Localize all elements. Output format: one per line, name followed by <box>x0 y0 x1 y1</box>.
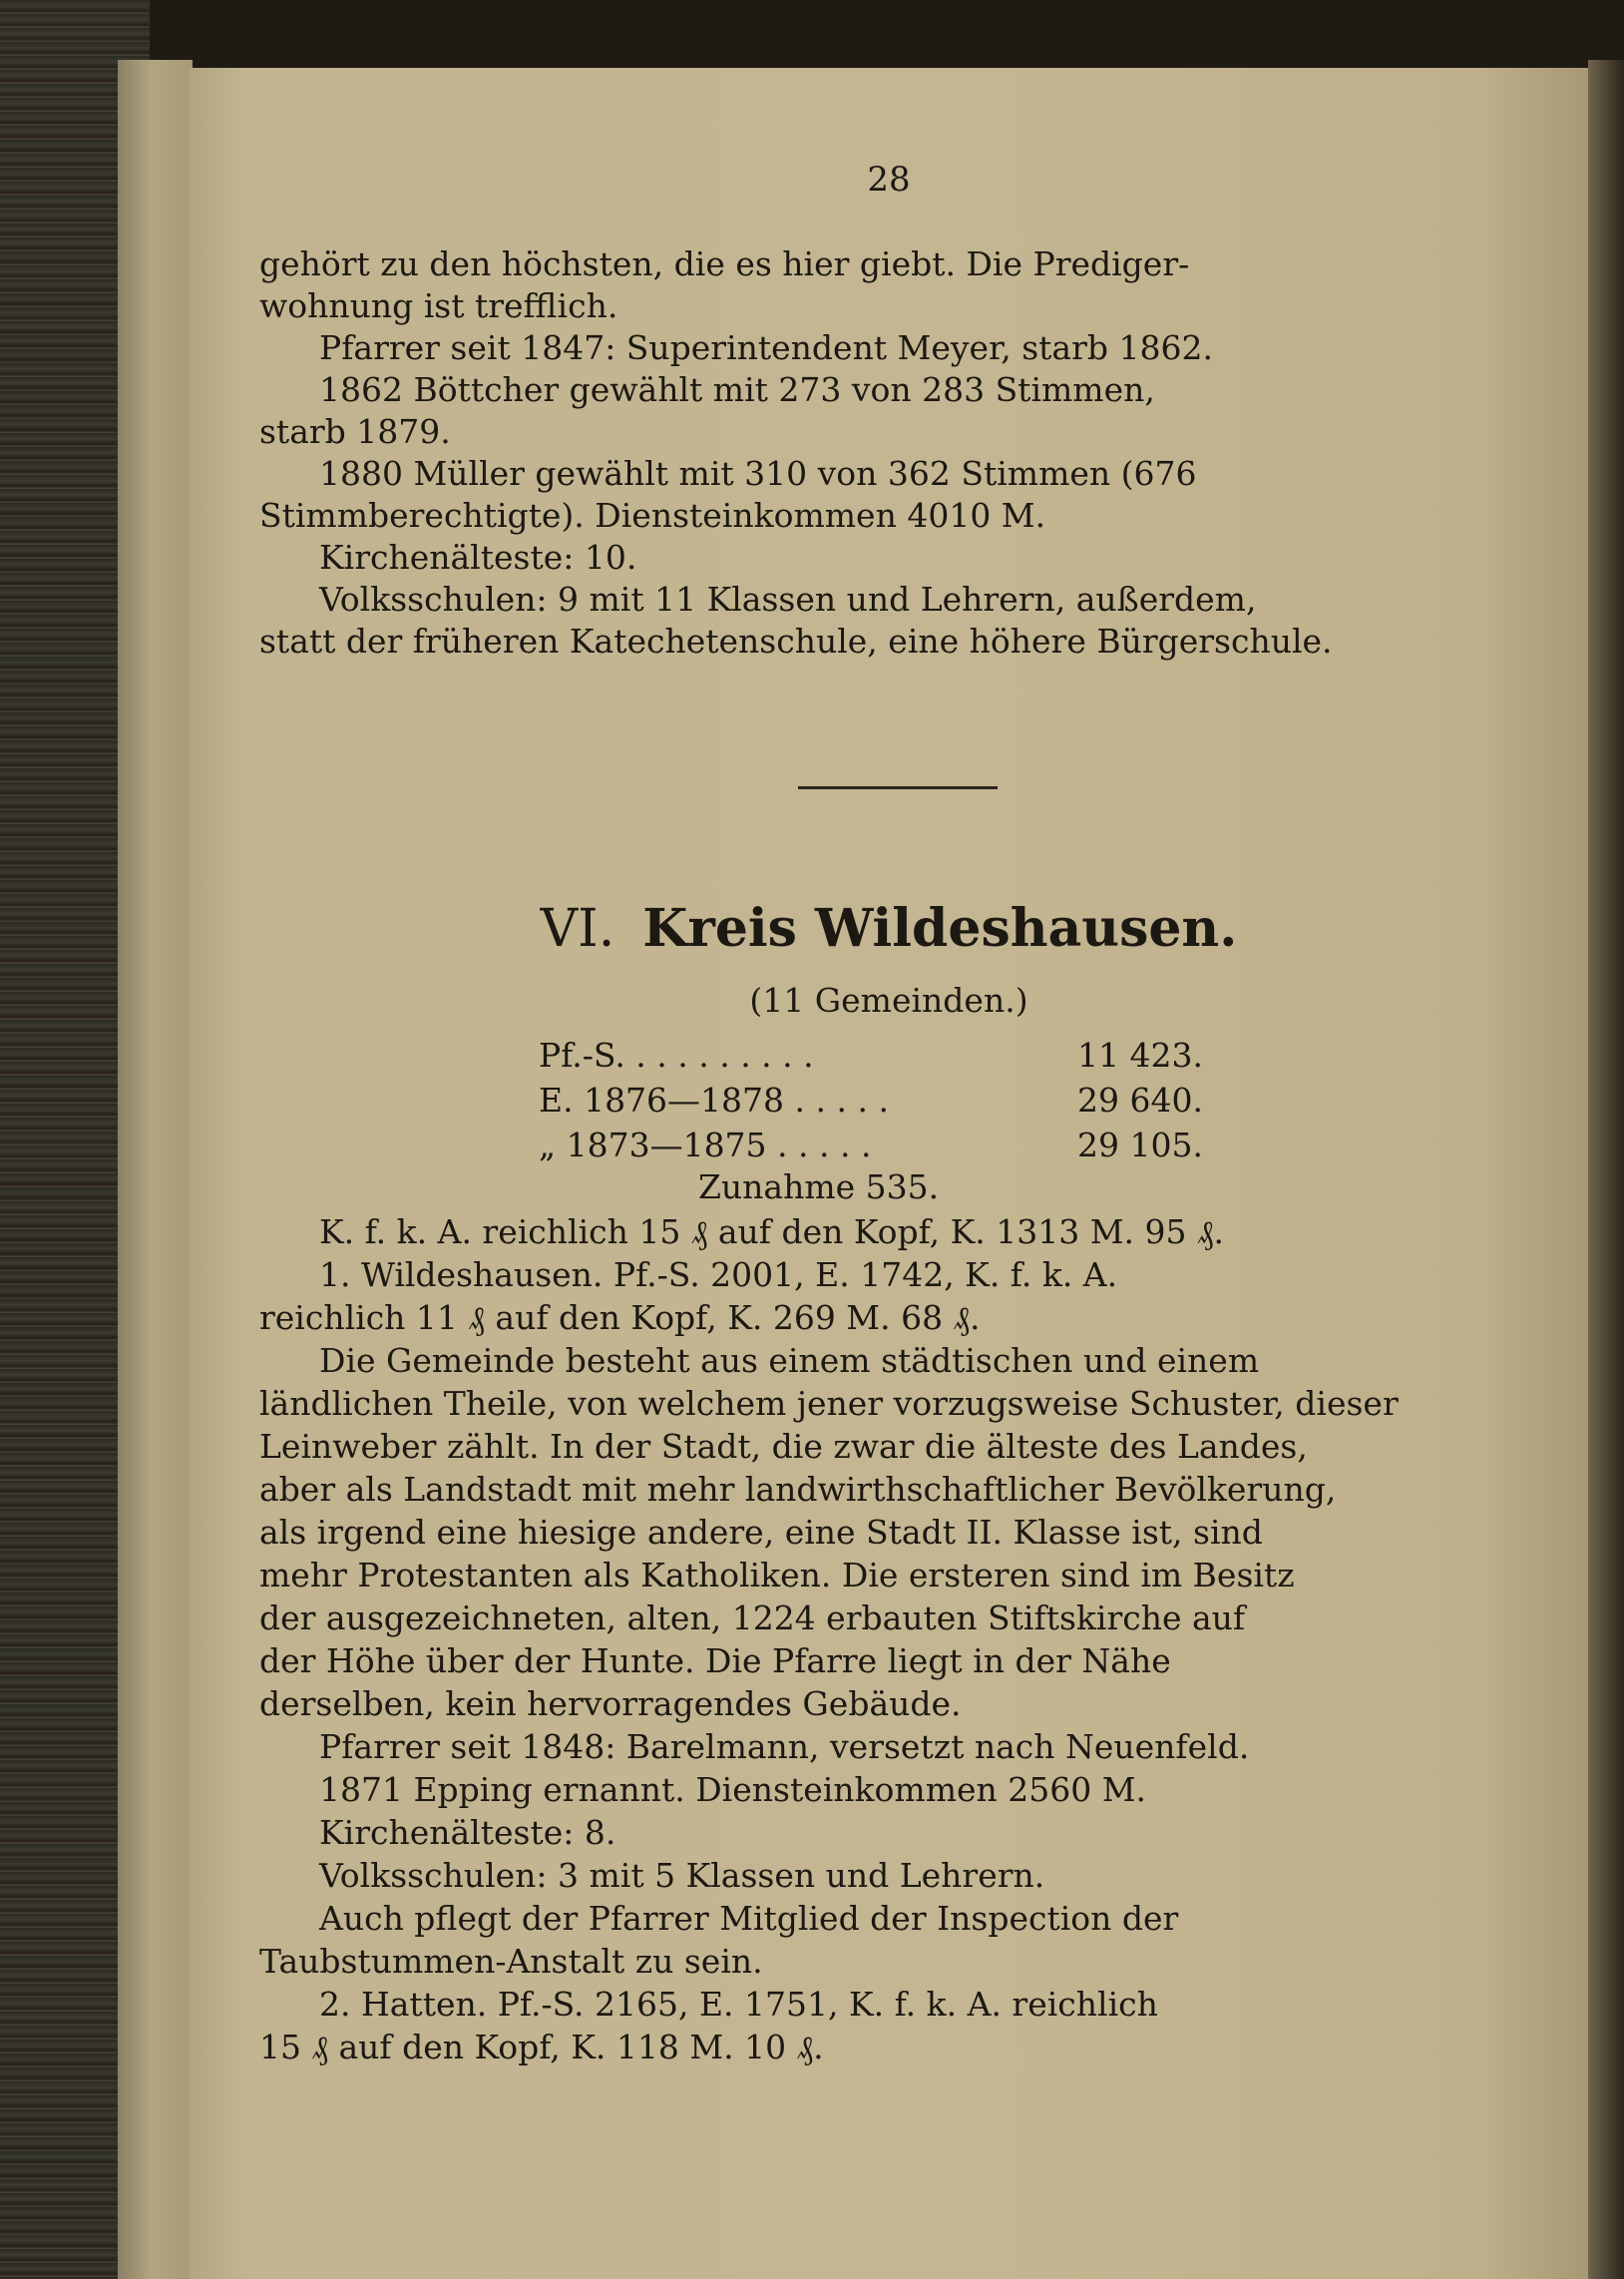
stat-label: Pf.-S. . . . . . . . . . <box>539 1036 814 1075</box>
stat-row <box>539 1036 1203 1075</box>
text-line: mehr Protestanten als Katholiken. Die ersteren sind im Besitz <box>259 1556 1295 1595</box>
text-line: Kirchenälteste: 8. <box>319 1813 616 1852</box>
stat-row <box>539 1081 1203 1120</box>
stat-value: 29 105. <box>1077 1126 1203 1164</box>
text-line: als irgend eine hiesige andere, eine Stadt II. Klasse ist, sind <box>259 1513 1263 1552</box>
text-line: Leinweber zählt. In der Stadt, die zwar die älteste des Landes, <box>259 1427 1308 1466</box>
text-line: derselben, kein hervorragendes Gebäude. <box>259 1684 962 1723</box>
text-line: 1880 Müller gewählt mit 310 von 362 Stimmen (676 <box>319 454 1197 493</box>
section-subtitle: (11 Gemeinden.) <box>749 981 1028 1020</box>
page-number: 28 <box>867 160 911 200</box>
text-line: 2. Hatten. Pf.-S. 2165, E. 1751, K. f. k. A. reichlich <box>319 1985 1158 2024</box>
stat-label: E. 1876—1878 . . . . . <box>539 1081 889 1120</box>
text-line: gehört zu den höchsten, die es hier giebt. Die Prediger- <box>259 244 1190 283</box>
text-line: starb 1879. <box>259 412 451 451</box>
text-line: 1862 Böttcher gewählt mit 273 von 283 Stimmen, <box>319 370 1155 409</box>
text-line: Pfarrer seit 1847: Superintendent Meyer, starb 1862. <box>319 328 1213 367</box>
section-heading <box>190 898 1588 959</box>
text-line: Stimmberechtigte). Diensteinkommen 4010 M. <box>259 496 1046 535</box>
text-line: 15 ₰ auf den Kopf, K. 118 M. 10 ₰. <box>259 2028 824 2066</box>
text-line: statt der früheren Katechetenschule, eine höhere Bürgerschule. <box>259 622 1333 661</box>
page-gutter <box>118 60 193 2279</box>
stat-label: „ 1873—1875 . . . . . <box>539 1126 872 1164</box>
section-title: Kreis Wildeshausen. <box>642 898 1238 959</box>
text-line: Pfarrer seit 1848: Barelmann, versetzt nach Neuenfeld. <box>319 1727 1250 1766</box>
stat-increase: Zunahme 535. <box>698 1167 940 1206</box>
stat-value: 29 640. <box>1077 1081 1203 1120</box>
stat-row <box>539 1126 1203 1164</box>
text-line: K. f. k. A. reichlich 15 ₰ auf den Kopf, K. 1313 M. 95 ₰. <box>319 1212 1224 1251</box>
section-number: VI. <box>540 899 615 959</box>
text-line: Die Gemeinde besteht aus einem städtischen und einem <box>319 1341 1260 1380</box>
stat-value: 11 423. <box>1077 1036 1203 1075</box>
text-line: der ausgezeichneten, alten, 1224 erbauten Stiftskirche auf <box>259 1598 1246 1637</box>
text-line: Taubstummen-Anstalt zu sein. <box>259 1942 763 1981</box>
text-line: Volksschulen: 3 mit 5 Klassen und Lehrern. <box>319 1856 1045 1895</box>
text-line: Volksschulen: 9 mit 11 Klassen und Lehrern, außerdem, <box>319 580 1257 619</box>
text-line: Auch pflegt der Pfarrer Mitglied der Inspection der <box>319 1899 1179 1938</box>
text-line: 1871 Epping ernannt. Diensteinkommen 2560 M. <box>319 1770 1147 1809</box>
text-line: wohnung ist trefflich. <box>259 286 618 325</box>
text-line: Kirchenälteste: 10. <box>319 538 637 577</box>
text-line: aber als Landstadt mit mehr landwirthschaftlicher Bevölkerung, <box>259 1470 1337 1509</box>
text-line: reichlich 11 ₰ auf den Kopf, K. 269 M. 68 ₰. <box>259 1298 981 1337</box>
text-line: ländlichen Theile, von welchem jener vorzugsweise Schuster, dieser <box>259 1384 1399 1423</box>
section-divider <box>798 786 998 789</box>
book-page <box>190 68 1588 2279</box>
page-right-edge <box>1588 60 1624 2279</box>
text-line: der Höhe über der Hunte. Die Pfarre liegt in der Nähe <box>259 1641 1171 1680</box>
text-line: 1. Wildeshausen. Pf.-S. 2001, E. 1742, K. f. k. A. <box>319 1255 1118 1294</box>
